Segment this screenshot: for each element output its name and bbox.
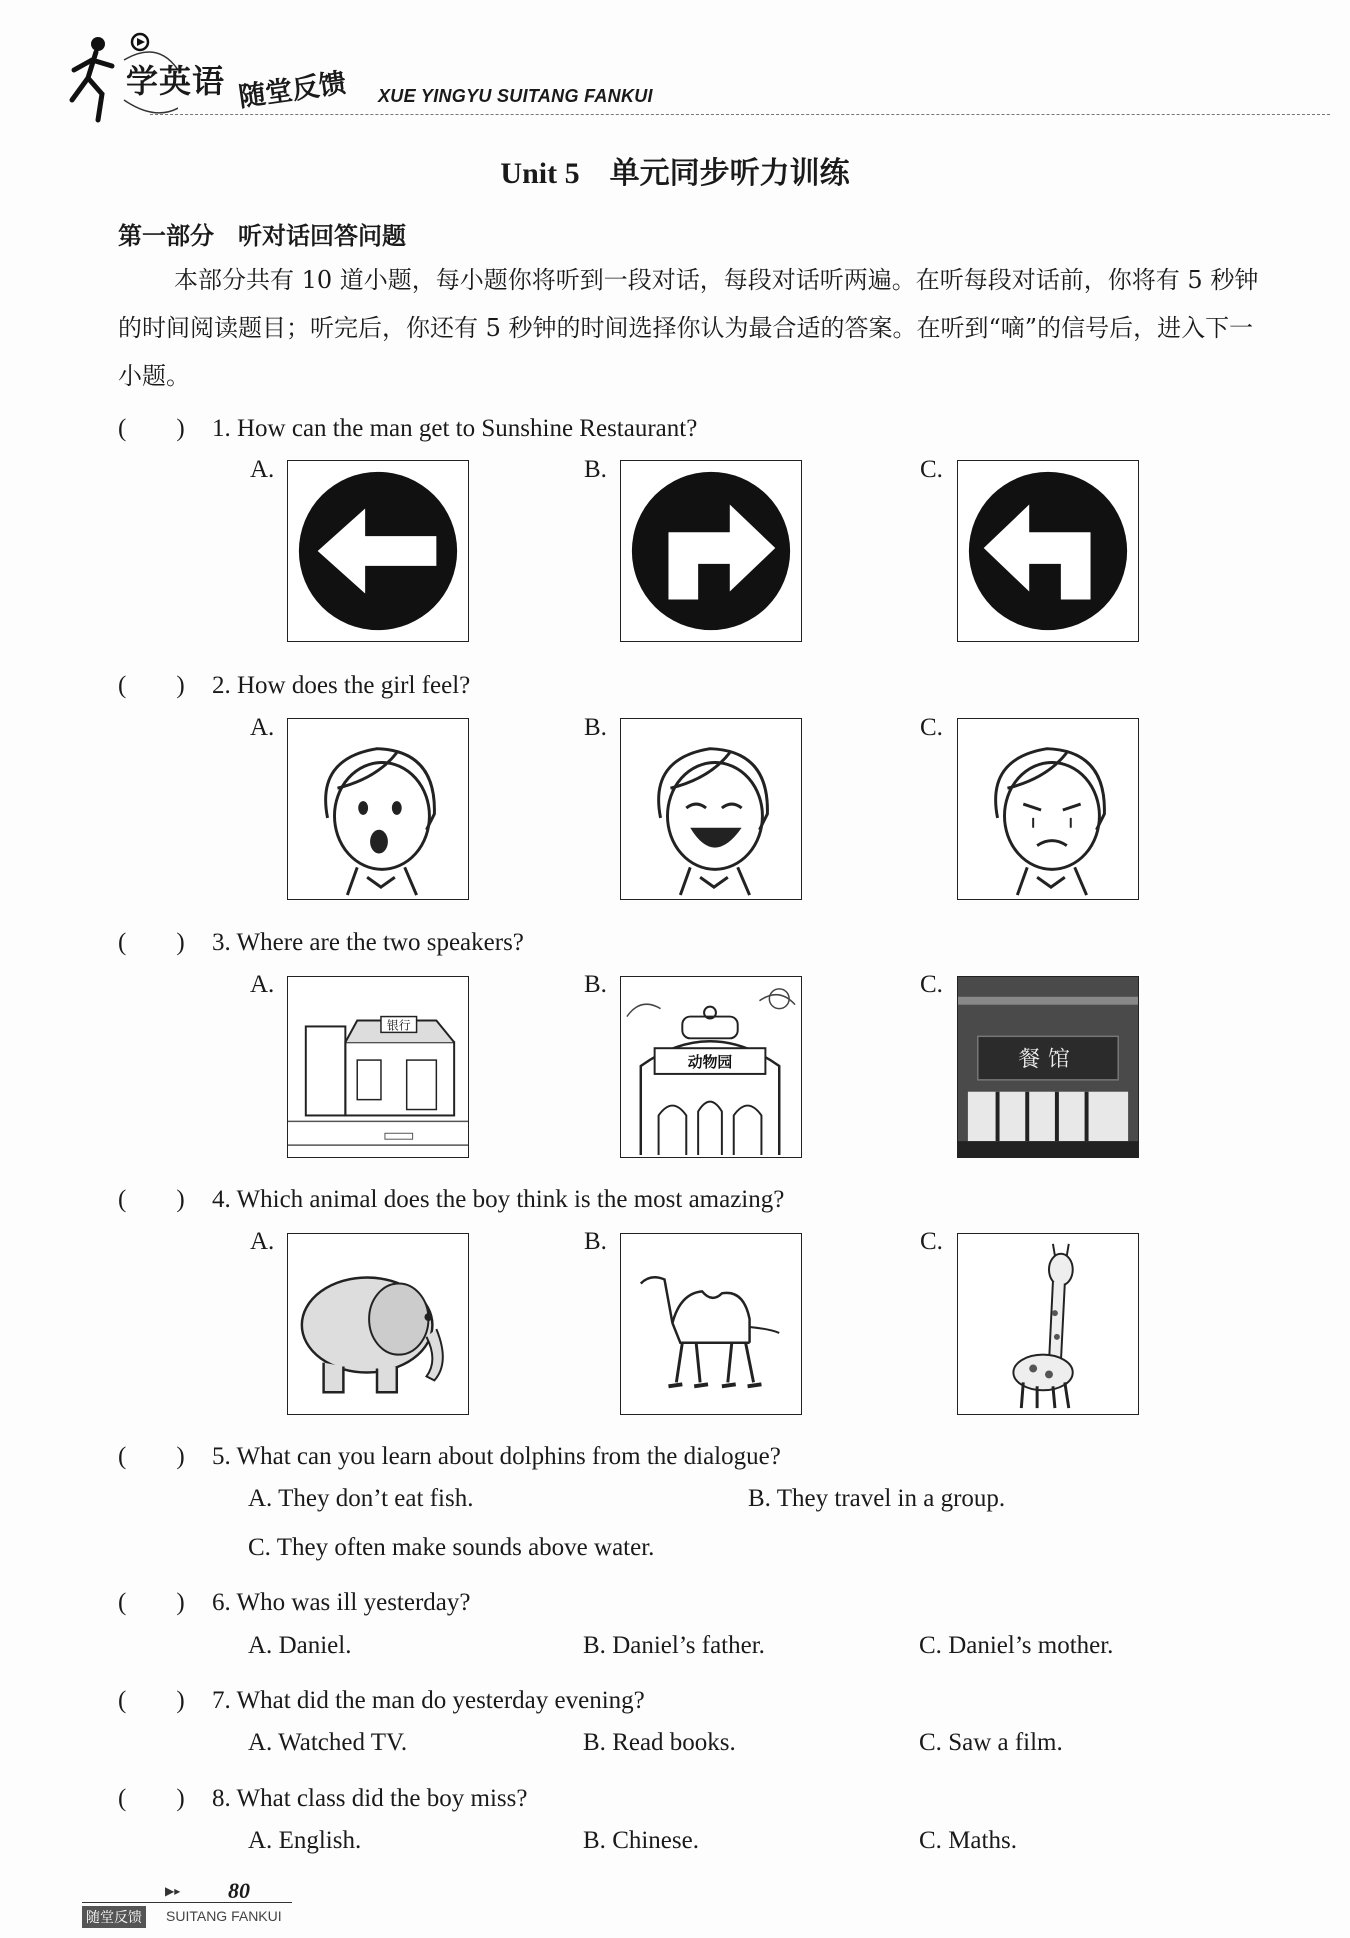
question-text: 2. How does the girl feel?: [212, 672, 471, 699]
option-label: A.: [248, 1827, 273, 1854]
option-text: They often make sounds above water.: [276, 1534, 655, 1561]
option-label: A.: [248, 1632, 273, 1659]
bank-sign-text: 银行: [386, 1018, 411, 1033]
option-label: C.: [919, 1729, 942, 1756]
happy-girl-icon: [621, 719, 801, 899]
question-text: 8. What class did the boy miss?: [212, 1785, 528, 1812]
zoo-gate-icon: [621, 977, 801, 1157]
header-divider: [150, 114, 1330, 115]
option-text: Daniel’s mother.: [948, 1632, 1114, 1659]
option-label: C.: [920, 1228, 943, 1255]
question-text: 4. Which animal does the boy think is the most amazing?: [212, 1186, 785, 1213]
question-3: [118, 922, 524, 958]
question-text: 6. Who was ill yesterday?: [212, 1589, 471, 1616]
option-a-image[interactable]: [287, 976, 469, 1158]
answer-blank[interactable]: ( ): [118, 415, 185, 442]
question-1: [118, 408, 697, 444]
question-6: [118, 1582, 471, 1618]
option-text: Daniel.: [278, 1632, 352, 1659]
option-c-image[interactable]: [957, 1233, 1139, 1415]
section-title: 第一部分 听对话回答问题: [118, 222, 406, 250]
section-instructions: 本部分共有 10 道小题，每小题你将听到一段对话，每段对话听两遍。在听每段对话前，你将有 5 秒钟的时间阅读题目；听完后，你还有 5 秒钟的时间选择你认为最合适的答案。在听到“嘀”的信号后，进入下一小题。: [118, 266, 1259, 390]
option-b-image[interactable]: [620, 1233, 802, 1415]
option-label: A.: [250, 456, 275, 483]
option-label: A.: [250, 1228, 275, 1255]
option-a[interactable]: [248, 1729, 407, 1757]
answer-blank[interactable]: ( ): [118, 672, 185, 699]
option-label: B.: [584, 971, 607, 998]
option-label: C.: [919, 1827, 942, 1854]
zoo-sign-text: 动物园: [687, 1055, 733, 1071]
footer-divider: [82, 1902, 292, 1903]
option-text: Saw a film.: [948, 1729, 1063, 1756]
answer-blank[interactable]: ( ): [118, 1589, 185, 1616]
answer-blank[interactable]: ( ): [118, 929, 185, 956]
option-label: B.: [584, 456, 607, 483]
up-right-turn-sign-icon: [621, 461, 801, 641]
page-number: 80: [228, 1878, 250, 1903]
giraffe-icon: [958, 1234, 1138, 1414]
answer-blank[interactable]: ( ): [118, 1186, 185, 1213]
option-c[interactable]: [919, 1632, 1113, 1660]
left-arrow-sign-icon: [288, 461, 468, 641]
option-a-image[interactable]: [287, 1233, 469, 1415]
option-label: C.: [920, 714, 943, 741]
option-b-image[interactable]: [620, 460, 802, 642]
option-a-image[interactable]: [287, 718, 469, 900]
option-c[interactable]: [919, 1729, 1063, 1757]
option-c-image[interactable]: [957, 718, 1139, 900]
sad-girl-icon: [958, 719, 1138, 899]
option-c[interactable]: [248, 1534, 654, 1562]
page-title: Unit 5 单元同步听力训练: [500, 157, 850, 190]
option-a[interactable]: [248, 1632, 351, 1660]
option-b[interactable]: [583, 1729, 736, 1757]
option-label: B.: [584, 1228, 607, 1255]
footer-badge: 随堂反馈: [82, 1906, 146, 1928]
option-label: C.: [248, 1534, 271, 1561]
option-c[interactable]: [919, 1827, 1017, 1855]
option-text: They travel in a group.: [776, 1485, 1006, 1512]
question-2: [118, 665, 470, 701]
option-label: B.: [583, 1827, 606, 1854]
header-subtitle: 随堂反馈: [236, 67, 349, 114]
option-label: A.: [250, 714, 275, 741]
option-b-image[interactable]: [620, 718, 802, 900]
option-a[interactable]: [248, 1827, 361, 1855]
option-label: A.: [248, 1485, 273, 1512]
footer-pinyin: SUITANG FANKUI: [166, 1908, 282, 1924]
option-label: B.: [748, 1485, 771, 1512]
answer-blank[interactable]: ( ): [118, 1785, 185, 1812]
question-7: [118, 1680, 645, 1716]
option-b[interactable]: [748, 1485, 1005, 1513]
option-label: C.: [920, 971, 943, 998]
header-pinyin: XUE YINGYU SUITANG FANKUI: [378, 86, 653, 106]
option-text: English.: [278, 1827, 362, 1854]
restaurant-sign-text: 餐馆: [1018, 1047, 1078, 1072]
answer-blank[interactable]: ( ): [118, 1687, 185, 1714]
option-c-image[interactable]: [957, 976, 1139, 1158]
option-label: C.: [919, 1632, 942, 1659]
question-text: 1. How can the man get to Sunshine Restaurant?: [212, 415, 698, 442]
question-text: 7. What did the man do yesterday evening?: [212, 1687, 645, 1714]
camel-icon: [621, 1234, 801, 1414]
option-text: They don’t eat fish.: [278, 1485, 474, 1512]
option-a[interactable]: [248, 1485, 473, 1513]
option-text: Watched TV.: [278, 1729, 408, 1756]
option-label: B.: [584, 714, 607, 741]
option-c-image[interactable]: [957, 460, 1139, 642]
question-text: 5. What can you learn about dolphins from the dialogue?: [212, 1443, 781, 1470]
restaurant-front-icon: [958, 977, 1138, 1157]
option-label: B.: [583, 1729, 606, 1756]
question-5: [118, 1436, 781, 1472]
question-text: 3. Where are the two speakers?: [212, 929, 524, 956]
option-text: Chinese.: [612, 1827, 699, 1854]
up-left-turn-sign-icon: [958, 461, 1138, 641]
answer-blank[interactable]: ( ): [118, 1443, 185, 1470]
option-text: Read books.: [612, 1729, 736, 1756]
option-text: Maths.: [948, 1827, 1017, 1854]
surprised-girl-icon: [288, 719, 468, 899]
option-label: A.: [248, 1729, 273, 1756]
header-title: 学英语: [126, 62, 226, 100]
bank-building-icon: [288, 977, 468, 1157]
question-8: [118, 1778, 527, 1814]
option-b[interactable]: [583, 1632, 765, 1660]
option-b[interactable]: [583, 1827, 699, 1855]
elephant-icon: [288, 1234, 468, 1414]
option-text: Daniel’s father.: [612, 1632, 765, 1659]
question-4: [118, 1179, 784, 1215]
double-arrow-icon: ▶▸: [165, 1884, 181, 1898]
option-label: B.: [583, 1632, 606, 1659]
option-b-image[interactable]: [620, 976, 802, 1158]
option-label: C.: [920, 456, 943, 483]
option-a-image[interactable]: [287, 460, 469, 642]
option-label: A.: [250, 971, 275, 998]
